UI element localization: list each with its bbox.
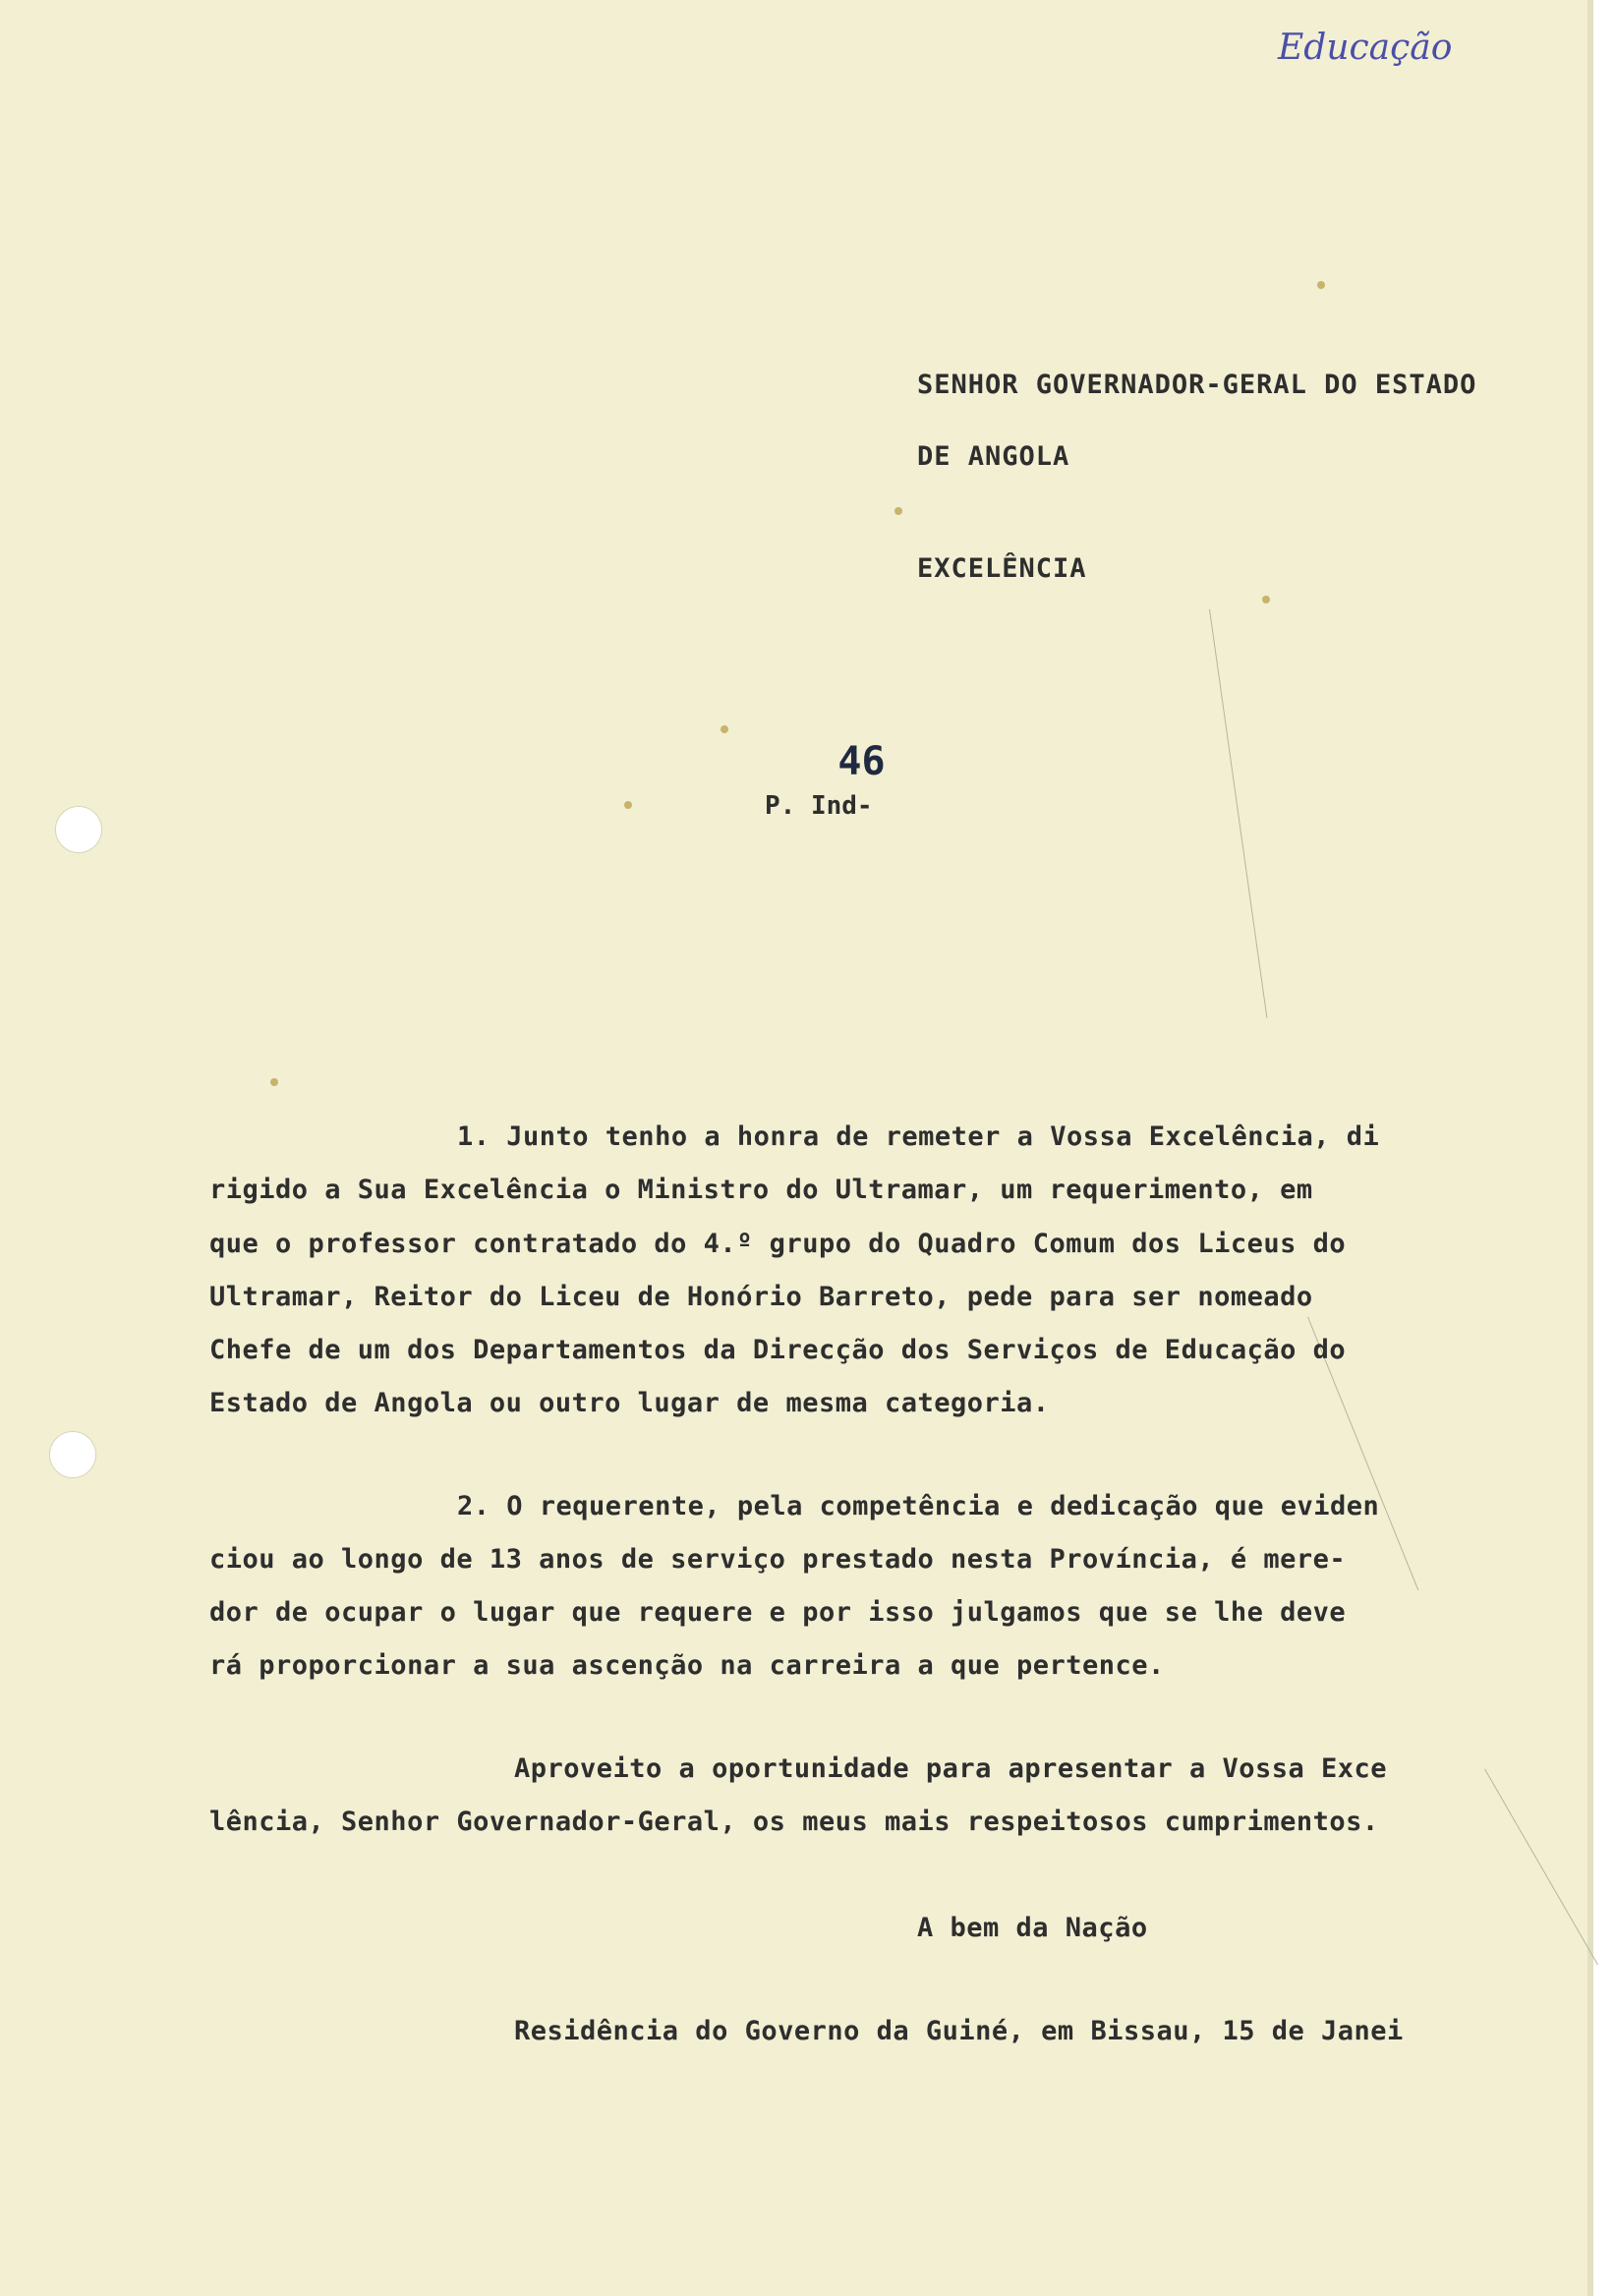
addressee-line-2: DE ANGOLA xyxy=(917,441,1070,472)
reference-code: P. Ind- xyxy=(765,791,873,821)
document-number: 46 xyxy=(837,739,886,784)
salutation: EXCELÊNCIA xyxy=(917,553,1087,584)
paper-speck xyxy=(270,1078,278,1086)
paragraph-2-line: ciou ao longo de 13 anos de serviço prestado nesta Província, é mere- xyxy=(209,1544,1347,1575)
handwritten-note: Educação xyxy=(1278,28,1453,68)
paragraph-2-line: rá proporcionar a sua ascenção na carreira a que pertence. xyxy=(209,1650,1165,1681)
paragraph-1-line: Estado de Angola ou outro lugar de mesma categoria. xyxy=(209,1388,1050,1418)
paper-speck xyxy=(1262,596,1270,603)
place-date-line: Residência do Governo da Guiné, em Bissau, 15 de Janei xyxy=(514,2016,1404,2046)
addressee-line-1: SENHOR GOVERNADOR-GERAL DO ESTADO xyxy=(917,370,1477,400)
paragraph-1-line: Ultramar, Reitor do Liceu de Honório Barreto, pede para ser nomeado xyxy=(209,1282,1313,1312)
paper-speck xyxy=(894,507,902,515)
paragraph-1-line: que o professor contratado do 4.º grupo do Quadro Comum dos Liceus do xyxy=(209,1229,1347,1259)
closing-line: Aproveito a oportunidade para apresentar a Vossa Exce xyxy=(514,1753,1388,1784)
fold-crease xyxy=(1484,1769,1598,1966)
paper-speck xyxy=(1317,281,1325,289)
motto: A bem da Nação xyxy=(917,1913,1148,1943)
paragraph-2-line: 2. O requerente, pela competência e dedicação que eviden xyxy=(457,1491,1380,1521)
paragraph-2-line: dor de ocupar o lugar que requere e por isso julgamos que se lhe deve xyxy=(209,1597,1347,1628)
closing-line: lência, Senhor Governador-Geral, os meus mais respeitosos cumprimentos. xyxy=(209,1807,1379,1837)
punch-hole-bottom xyxy=(49,1431,96,1478)
paragraph-1-line: 1. Junto tenho a honra de remeter a Vossa Excelência, di xyxy=(457,1121,1380,1152)
page-edge xyxy=(1593,0,1615,2296)
paragraph-1-line: rigido a Sua Excelência o Ministro do Ultramar, um requerimento, em xyxy=(209,1175,1313,1205)
paper-speck xyxy=(624,801,632,809)
fold-crease xyxy=(1209,609,1267,1018)
punch-hole-top xyxy=(55,806,102,853)
paragraph-1-line: Chefe de um dos Departamentos da Direcção dos Serviços de Educação do xyxy=(209,1335,1347,1365)
paper-speck xyxy=(721,725,728,733)
